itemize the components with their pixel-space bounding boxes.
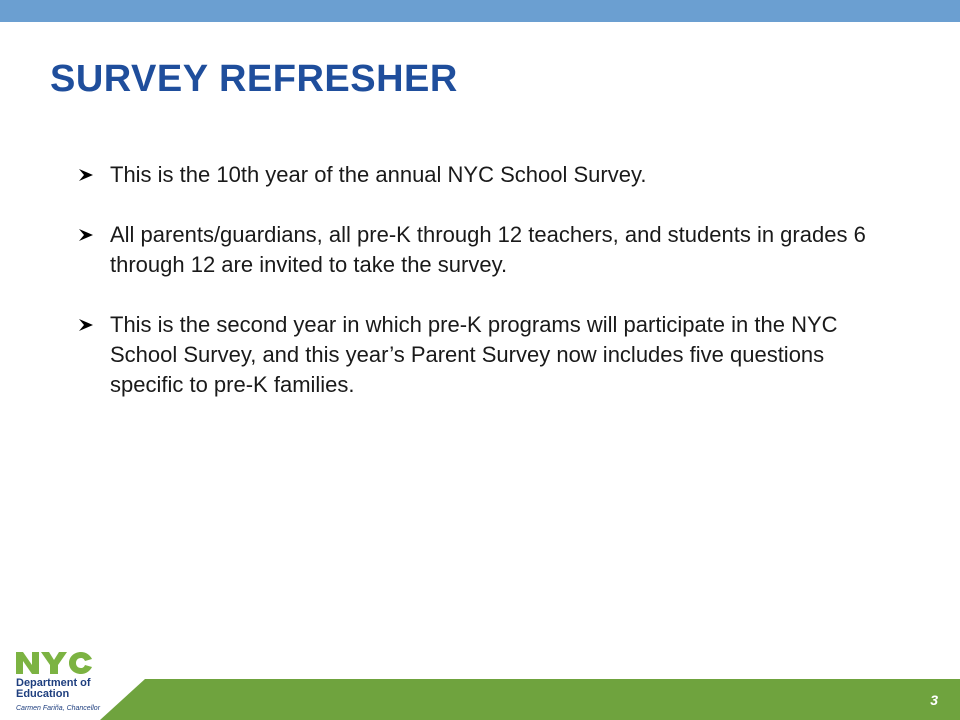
nyc-logo-icon <box>14 648 104 678</box>
bullet-list <box>78 160 878 430</box>
arrow-bullet-icon <box>78 168 94 182</box>
bullet-text: All parents/guardians, all pre-K through 12 teachers, and students in grades 6 through 12 are invited to take the survey. <box>110 222 866 277</box>
logo-dept-line2: Education <box>16 688 70 700</box>
bullet-item <box>78 310 878 400</box>
bullet-text: This is the second year in which pre-K programs will participate in the NYC School Survey, and this year’s Parent Survey now includes five questions specific to pre-K families. <box>110 312 838 397</box>
logo-dept-line1: Department of <box>16 677 91 689</box>
page-number: 3 <box>930 692 938 708</box>
slide-title: SURVEY REFRESHER <box>50 58 458 100</box>
arrow-bullet-icon <box>78 318 94 332</box>
logo-chancellor-text: Carmen Fariña, Chancellor <box>16 705 101 712</box>
bullet-item <box>78 220 878 280</box>
bullet-text: This is the 10th year of the annual NYC School Survey. <box>110 162 647 187</box>
arrow-bullet-icon <box>78 228 94 242</box>
logo-department-text <box>16 678 91 700</box>
nyc-doe-logo <box>14 648 114 718</box>
top-accent-bar <box>0 0 960 22</box>
footer-band <box>100 679 960 720</box>
bullet-item <box>78 160 878 190</box>
